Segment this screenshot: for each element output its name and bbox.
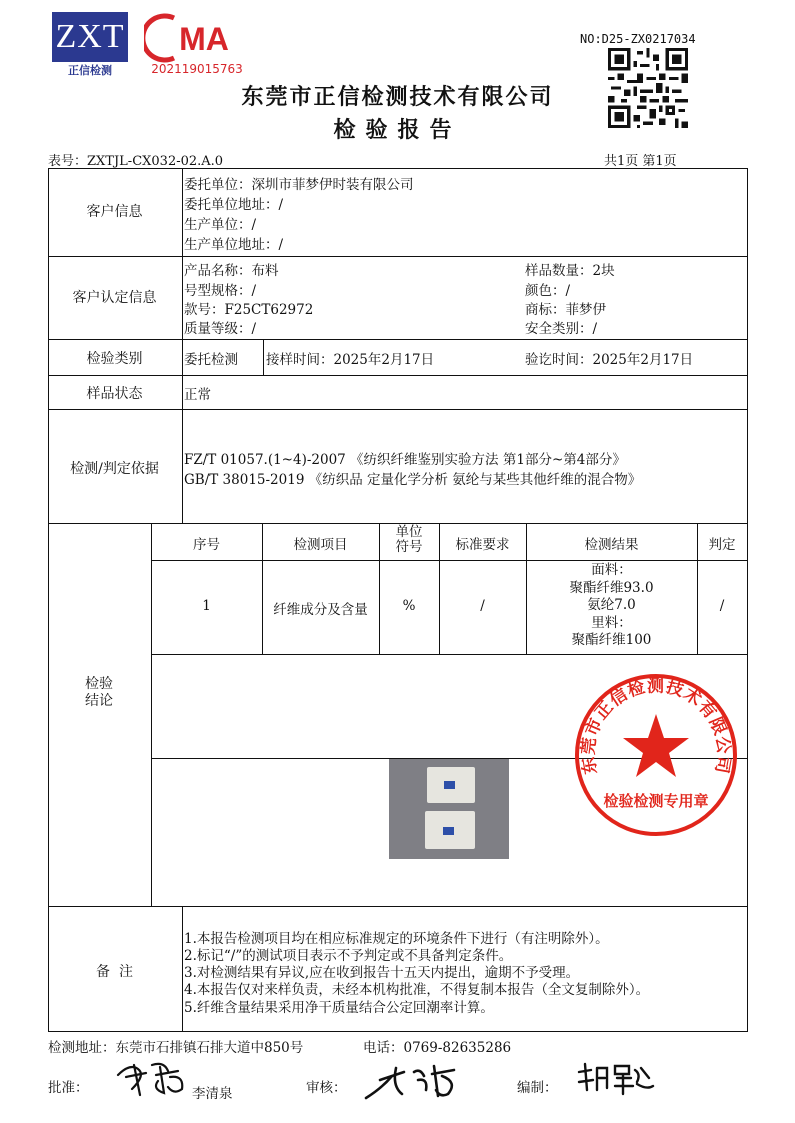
zxt-logo-subtitle: 正信检测: [68, 64, 112, 77]
product-name: 产品名称：布料: [184, 263, 279, 279]
approver-signature-icon: [112, 1055, 192, 1100]
receive-time: 接样时间：2025年2月17日: [266, 352, 435, 368]
sample-photo: [389, 759, 509, 859]
edit-label: 编制：: [517, 1080, 558, 1096]
remarks-label: 备 注: [96, 964, 133, 980]
official-stamp-icon: [573, 672, 739, 838]
remark-2: 2.标记“/”的测试项目表示不予判定或不具备判定条件。: [184, 948, 513, 964]
color: 颜色：/: [525, 283, 571, 299]
model-spec: 号型规格：/: [184, 283, 257, 299]
row-1-item: 纤维成分及含量: [273, 602, 368, 618]
approve-label: 批准：: [48, 1080, 89, 1096]
row-1-no: 1: [202, 598, 211, 614]
doc-number: NO:D25-ZX0217034: [580, 32, 696, 46]
cma-code: 202119015763: [151, 62, 243, 76]
col-header-judgement: 判定: [708, 537, 736, 553]
sample-status-value: 正常: [184, 387, 211, 403]
client-info-label: 客户信息: [86, 204, 143, 220]
producer-address: 生产单位地址：/: [184, 237, 284, 253]
inspection-type-value: 委托检测: [184, 352, 238, 368]
review-label: 审核：: [306, 1080, 347, 1096]
remark-1: 1.本报告检测项目均在相应标准规定的环境条件下进行（有注明除外）。: [184, 931, 609, 947]
client-address: 委托单位地址：/: [184, 197, 284, 213]
editor-signature-icon: [575, 1060, 655, 1100]
row-1-judgement: /: [719, 598, 725, 614]
basis-standard-2: GB/T 38015-2019 《纺织品 定量化学分析 氨纶与某些其他纤维的混合物》: [184, 472, 642, 488]
reviewer-signature-icon: [362, 1058, 472, 1103]
quality-grade: 质量等级：/: [184, 321, 257, 337]
row-1-unit: %: [402, 598, 416, 614]
approver-name: 李清泉: [192, 1086, 233, 1102]
safety-category: 安全类别：/: [525, 321, 598, 337]
conclusion-label: 检验 结论: [85, 676, 113, 709]
finish-time: 验讫时间：2025年2月17日: [525, 352, 694, 368]
style-number: 款号：F25CT62972: [184, 302, 314, 318]
trademark: 商标：菲梦伊: [525, 302, 606, 318]
remark-5: 5.纤维含量结果采用净干质量结合公定回潮率计算。: [184, 1000, 494, 1016]
page-info: 共1页 第1页: [604, 154, 677, 169]
col-header-item: 检测项目: [293, 537, 348, 553]
zxt-logo: ZXT: [52, 12, 128, 62]
sample-quantity: 样品数量：2块: [525, 263, 615, 279]
client-name: 委托单位：深圳市菲梦伊时装有限公司: [184, 177, 414, 193]
col-header-unit: 单位 符号: [395, 524, 423, 555]
form-number: 表号：ZXTJL-CX032-02.A.0: [48, 154, 224, 169]
inspection-type-label: 检验类别: [86, 351, 143, 367]
lab-phone: 电话：0769-82635286: [363, 1040, 512, 1056]
remark-4: 4.本报告仅对来样负责，未经本机构批准，不得复制本报告（全文复制除外）。: [184, 982, 650, 998]
col-header-requirement: 标准要求: [455, 537, 510, 553]
row-1-result: 面料： 聚酯纤维93.0 氨纶7.0 里料： 聚酯纤维100: [569, 562, 654, 648]
company-name: 东莞市正信检测技术有限公司: [241, 84, 554, 110]
lab-address: 检测地址：东莞市石排镇石排大道中850号: [48, 1040, 304, 1056]
basis-label: 检测/判定依据: [70, 461, 159, 477]
remark-3: 3.对检测结果有异议,应在收到报告十五天内提出，逾期不予受理。: [184, 965, 580, 981]
sample-status-label: 样品状态: [86, 386, 143, 402]
cma-logo-text: MA: [179, 21, 229, 57]
client-confirmed-label: 客户认定信息: [72, 290, 157, 306]
row-1-requirement: /: [480, 598, 485, 614]
basis-standard-1: FZ/T 01057.(1~4)-2007 《纺织纤维鉴别实验方法 第1部分~第4部分》: [184, 452, 626, 468]
cma-logo-icon: [144, 12, 244, 64]
col-header-no: 序号: [193, 537, 220, 553]
report-title: 检验报告: [333, 117, 462, 143]
stamp-ring-text: 东莞市正信检测技术有限公司: [578, 676, 734, 776]
col-header-result: 检测结果: [584, 537, 639, 553]
producer-name: 生产单位：/: [184, 217, 257, 233]
stamp-center-text: 检验检测专用章: [603, 792, 709, 810]
